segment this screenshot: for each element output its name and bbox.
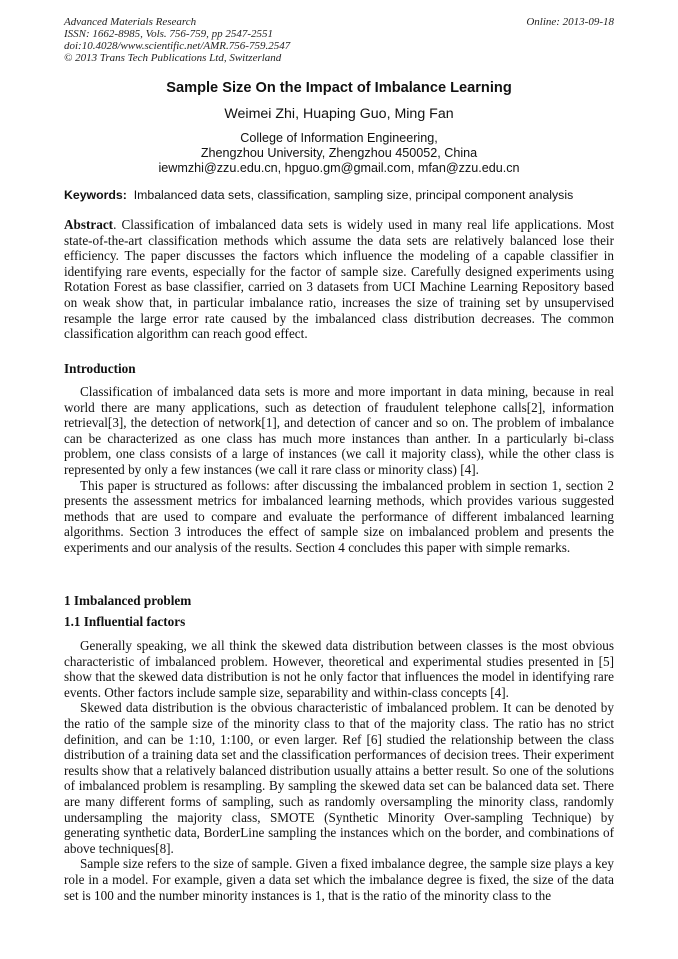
- online-date: Online: 2013-09-18: [526, 16, 614, 28]
- journal-header: [64, 16, 290, 64]
- keywords: [64, 188, 614, 202]
- introduction-paragraph-1: Classification of imbalanced data sets is more and more important in data mining, because in real world there are many applications, such as detection of fraudulent telephone calls[2], information retrieval[3], the detection of network[1], and detection of cancer and so on. The problem of imbalance can be characterized as one class has much more instances than anther. In a particularly bi-class problem, one class consists of a large of instances (we call it majority class), while the other class is represented by only a few instances (we call it rare class or minority class) [4].: [64, 384, 614, 477]
- abstract: [64, 217, 614, 342]
- issn-line: ISSN: 1662-8985, Vols. 756-759, pp 2547-2551: [64, 28, 273, 40]
- introduction-body: [64, 384, 614, 556]
- section-1-paragraph-2: Skewed data distribution is the obvious characteristic of imbalanced problem. It can be denoted by the ratio of the sample size of the minority class to that of the majority class. The ratio has no strict definition, and can be 1:10, 1:100, or even larger. Ref [6] studied the relationship between the class distribution of a training data set and the classification performances of decision trees. Their experiment results show that a relatively balanced distribution usually attains a better result. So one of the solutions of imbalanced problem is resampling. By sampling the skewed data set can be balanced data set. There are many different forms of sampling, such as randomly oversampling the minority class, randomly undersampling the majority class, SMOTE (Synthetic Minority Over-sampling Technique) by generating synthetic data, BorderLine sampling the instances which on the border, and combinations of above techniques[8].: [64, 700, 614, 856]
- author-emails: iewmzhi@zzu.edu.cn, hpguo.gm@gmail.com, mfan@zzu.edu.cn: [158, 161, 520, 175]
- paper-title: Sample Size On the Impact of Imbalance Learning: [166, 80, 512, 96]
- section-1-heading: 1 Imbalanced problem: [64, 593, 192, 608]
- affiliation-line-1: College of Information Engineering,: [240, 131, 438, 145]
- abstract-label: Abstract: [64, 217, 114, 232]
- keywords-label: Keywords:: [64, 188, 127, 202]
- introduction-paragraph-2: This paper is structured as follows: after discussing the imbalanced problem in section 1, section 2 presents the assessment metrics for imbalanced learning methods, which provides various suggested methods that are used to compare and evaluate the performance of different imbalanced learning algorithms. Section 3 introduces the effect of sample size on imbalanced problem and presents the experiments and our analysis of the results. Section 4 concludes this paper with simple remarks.: [64, 477, 614, 555]
- subsection-1-1-heading: 1.1 Influential factors: [64, 614, 186, 629]
- introduction-heading: Introduction: [64, 361, 136, 376]
- section-1-paragraph-1: Generally speaking, we all think the skewed data distribution between classes is the most obvious characteristic of imbalanced problem. However, theoretical and experimental studies presented in [5] show that the skewed data distribution is not he only factor that influences the model in identifying rare events. Other factors include sample size, separability and within-class concepts [4].: [64, 638, 614, 700]
- affiliation-line-2: Zhengzhou University, Zhengzhou 450052, China: [200, 146, 478, 160]
- section-1-body: [64, 638, 614, 903]
- copyright-line: © 2013 Trans Tech Publications Ltd, Switzerland: [64, 52, 282, 64]
- section-1-paragraph-3: Sample size refers to the size of sample. Given a fixed imbalance degree, the sample size plays a key role in a model. For example, given a data set which the imbalance degree is fixed, the size of the data set is 100 and the number minority instances is 1, that is the ratio of the minority class to the: [64, 856, 614, 903]
- journal-name: Advanced Materials Research: [64, 16, 197, 28]
- doi-line: doi:10.4028/www.scientific.net/AMR.756-759.2547: [64, 40, 291, 52]
- affiliation: [64, 131, 614, 176]
- authors: Weimei Zhi, Huaping Guo, Ming Fan: [224, 106, 454, 122]
- keywords-text: Imbalanced data sets, classification, sampling size, principal component analysis: [133, 188, 574, 202]
- abstract-text: . Classification of imbalanced data sets is widely used in many real life applications. Most state-of-the-art classification methods which assume the data sets are relatively balanced lose their efficiency. The paper discusses the factors which influence the modeling of a capable classifier in identifying rare events, especially for the factor of sample size. Carefully designed experiments using Rotation Forest as base classifier, carried on 3 datasets from UCI Machine Learning Repository based on weak show that, in particular imbalance ratio, increases the size of training set by unsupervised resample the large error rate caused by the imbalanced class distribution decreases. The common classification algorithm can reach good effect.: [64, 217, 614, 342]
